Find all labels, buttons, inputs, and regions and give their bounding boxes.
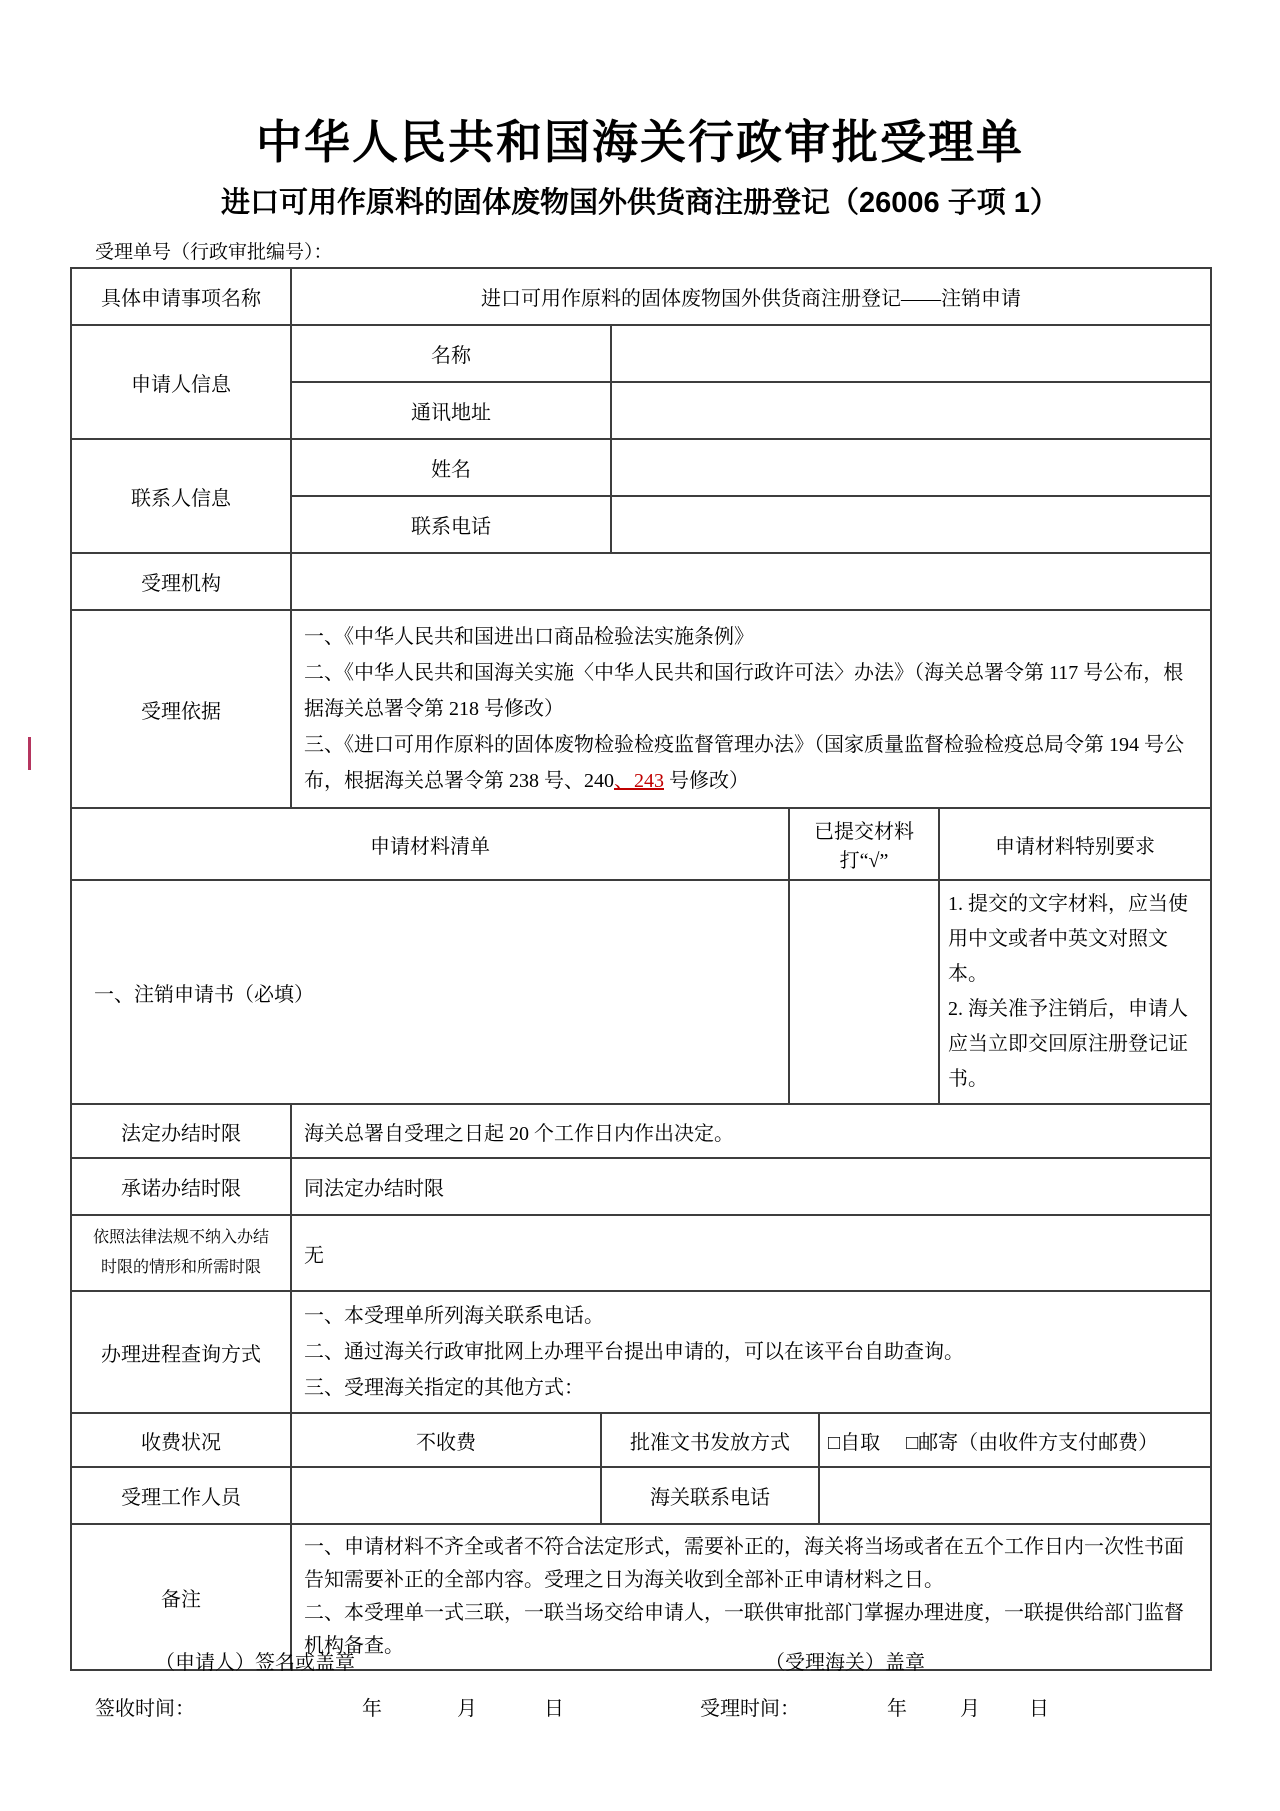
legal-limit-label: 法定办结时限: [71, 1104, 291, 1158]
sign-day-label: 日: [544, 1698, 564, 1720]
applicant-name-label: 名称: [291, 325, 611, 382]
table-row: [71, 1104, 1211, 1158]
fee-status-label: 收费状况: [71, 1413, 291, 1467]
accept-time-label: 受理时间：: [700, 1698, 800, 1720]
basis-item-3-revision-text: 、243: [614, 770, 664, 792]
sign-year-label: 年: [362, 1698, 382, 1720]
page-title: 中华人民共和国海关行政审批受理单: [256, 116, 1024, 168]
item-name-label: 具体申请事项名称: [71, 268, 291, 325]
staff-label: 受理工作人员: [71, 1467, 291, 1524]
contact-name-label: 姓名: [291, 439, 611, 496]
progress-query-value: [291, 1291, 1211, 1413]
basis-item-3-text: 三、《进口可用作原料的固体废物检验检疫监督管理办法》（国家质量监督检验检疫总局令第 194 号公布，根据海关总署令第 238 号、240: [304, 734, 1184, 792]
submitted-header-line2: 打“√”: [839, 850, 889, 872]
applicant-signature-label: （申请人）签名或盖章: [155, 1652, 355, 1674]
promised-limit-value: 同法定办结时限: [291, 1158, 1211, 1215]
materials-list-header: 申请材料清单: [71, 808, 789, 880]
excluded-label-line2: 时限的情形和所需时限: [100, 1259, 261, 1276]
fee-status-value: 不收费: [291, 1413, 601, 1467]
basis-label: 受理依据: [71, 610, 291, 808]
delivery-method-label: 批准文书发放方式: [601, 1413, 819, 1467]
staff-field[interactable]: [291, 1467, 601, 1524]
accept-year-label: 年: [887, 1698, 907, 1720]
table-row: [71, 1158, 1211, 1215]
accept-time-row: [700, 1692, 1049, 1721]
info-table: [70, 267, 1212, 809]
table-row: [71, 1215, 1211, 1291]
applicant-address-field[interactable]: [611, 382, 1211, 439]
materials-special-header: 申请材料特别要求: [939, 808, 1211, 880]
table-row: [71, 1291, 1211, 1413]
excluded-label-line1: 依照法律法规不纳入办结: [92, 1229, 269, 1246]
remarks-value: [291, 1524, 1211, 1670]
basis-item-3: [304, 727, 1198, 799]
item-name-value: 进口可用作原料的固体废物国外供货商注册登记——注销申请: [291, 268, 1211, 325]
revision-mark-bar: [28, 737, 31, 770]
special-req-1: 1. 提交的文字材料，应当使用中文或者中英文对照文本。: [948, 893, 1188, 985]
accept-month-label: 月: [960, 1698, 980, 1720]
table-row: [71, 553, 1211, 610]
table-row: [71, 610, 1211, 808]
basis-item-2: 二、《中华人民共和国海关实施〈中华人民共和国行政许可法〉办法》（海关总署令第 117 号公布，根据海关总署令第 218 号修改）: [304, 662, 1184, 720]
agency-label: 受理机构: [71, 553, 291, 610]
fee-table: [70, 1412, 1212, 1525]
progress-item-2: 二、通过海关行政审批网上办理平台提出申请的，可以在该平台自助查询。: [304, 1341, 964, 1363]
promised-limit-label: 承诺办结时限: [71, 1158, 291, 1215]
timing-table: [70, 1103, 1212, 1414]
progress-item-3: 三、受理海关指定的其他方式：: [304, 1377, 584, 1399]
delivery-options: [819, 1413, 1211, 1467]
materials-table: [70, 807, 1212, 1105]
contact-phone-label: 联系电话: [291, 496, 611, 553]
legal-limit-value: 海关总署自受理之日起 20 个工作日内作出决定。: [291, 1104, 1211, 1158]
table-header-row: [71, 808, 1211, 880]
remarks-item-1: 一、申请材料不齐全或者不符合法定形式，需要补正的，海关将当场或者在五个工作日内一次性书面告知需要补正的全部内容。受理之日为海关收到全部补正申请材料之日。: [304, 1536, 1184, 1591]
table-row: [71, 439, 1211, 496]
basis-item-3-tail: 号修改）: [664, 770, 749, 792]
basis-text: [291, 610, 1211, 808]
progress-item-1: 一、本受理单所列海关联系电话。: [304, 1305, 604, 1327]
customs-seal-label: （受理海关）盖章: [765, 1652, 925, 1674]
sign-time-label: 签收时间：: [95, 1698, 195, 1720]
doc-number-label: 受理单号（行政审批编号）：: [95, 242, 333, 263]
materials-submitted-header: [789, 808, 939, 880]
submitted-header-line1: 已提交材料: [814, 821, 914, 843]
form-table: [70, 267, 1210, 1671]
customs-phone-label: 海关联系电话: [601, 1467, 819, 1524]
checkbox-mail[interactable]: □邮寄（由收件方支付邮费）: [906, 1431, 1159, 1454]
material-item-1: 一、注销申请书（必填）: [71, 880, 789, 1104]
contact-phone-field[interactable]: [611, 496, 1211, 553]
material-special-requirements: [939, 880, 1211, 1104]
material-item-1-submitted-field[interactable]: [789, 880, 939, 1104]
remarks-label: 备注: [71, 1524, 291, 1670]
sign-month-label: 月: [457, 1698, 477, 1720]
contact-name-field[interactable]: [611, 439, 1211, 496]
contact-group-label: 联系人信息: [71, 439, 291, 553]
agency-field[interactable]: [291, 553, 1211, 610]
remarks-item-2: 二、本受理单一式三联，一联当场交给申请人，一联供审批部门掌握办理进度，一联提供给部门监督机构备查。: [304, 1602, 1184, 1657]
checkbox-self-pickup[interactable]: □自取: [828, 1431, 881, 1454]
table-row: [71, 1467, 1211, 1524]
accept-day-label: 日: [1029, 1698, 1049, 1720]
table-row: [71, 880, 1211, 1104]
basis-item-1: 一、《中华人民共和国进出口商品检验法实施条例》: [304, 626, 754, 648]
table-row: [71, 268, 1211, 325]
sign-time-row: [95, 1692, 564, 1721]
customs-phone-field[interactable]: [819, 1467, 1211, 1524]
progress-query-label: 办理进程查询方式: [71, 1291, 291, 1413]
applicant-group-label: 申请人信息: [71, 325, 291, 439]
excluded-limit-label: [71, 1215, 291, 1291]
page-subtitle: 进口可用作原料的固体废物国外供货商注册登记（26006 子项 1）: [221, 187, 1059, 219]
table-row: [71, 1413, 1211, 1467]
applicant-address-label: 通讯地址: [291, 382, 611, 439]
excluded-limit-value: 无: [291, 1215, 1211, 1291]
applicant-name-field[interactable]: [611, 325, 1211, 382]
table-row: [71, 325, 1211, 382]
special-req-2: 2. 海关准予注销后，申请人应当立即交回原注册登记证书。: [948, 998, 1188, 1090]
